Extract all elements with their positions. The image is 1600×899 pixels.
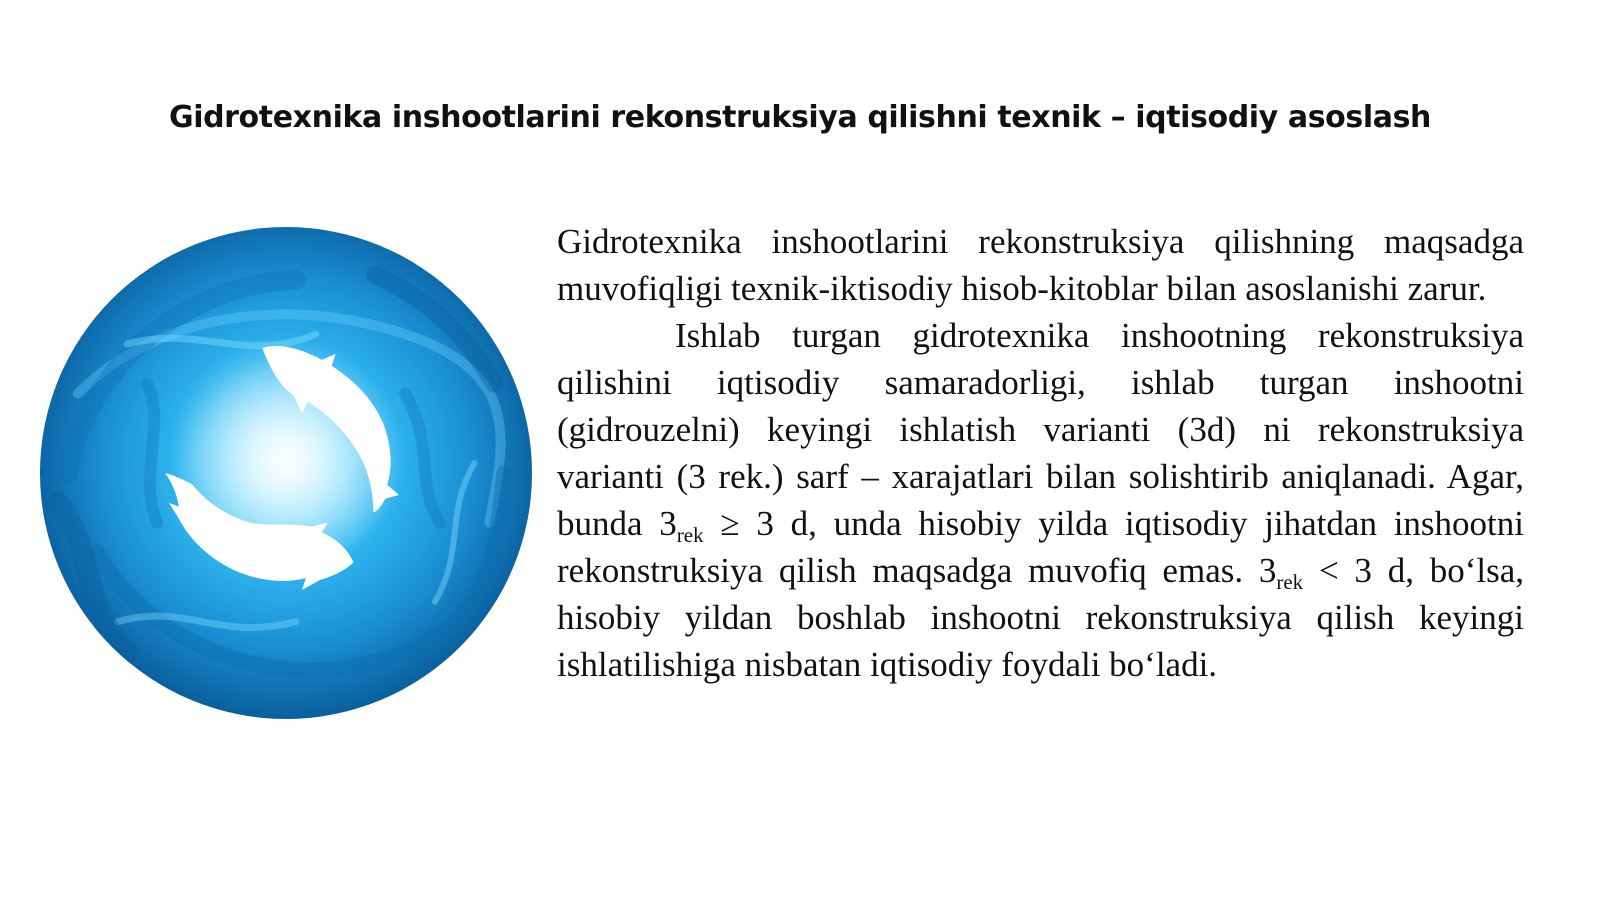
paragraph-1: Gidrotexnika inshootlarini rekonstruksiya qilishning maqsadga muvofiqligi texnik-iktisodiy hisob-kitoblar bilan asoslanishi zarur.: [557, 222, 1524, 308]
water-orb-fish-icon: [38, 225, 534, 721]
water-orb-graphic: [38, 225, 534, 721]
subscript-rek-2: rek: [1276, 570, 1304, 594]
subscript-rek-1: rek: [676, 523, 704, 547]
paragraph-2-part-1: Ishlab turgan gidrotexnika inshootning rekonstruksiya qilishini iqtisodiy samaradorligi, ishlab turgan inshootni (gidrouzelni) keyingi ishlatish varianti (3d) ni rekonstruksiya varianti (3 rek.) sarf – xarajatlari bilan solishtirib aniqlanadi. Agar, bunda 3: [557, 316, 1524, 543]
paragraph-2-part-2: ≥ 3 d, unda hisobiy yilda iqtisodiy jihatdan inshootni rekonstruksiya qilish maqsadga muvofiq emas. 3: [557, 504, 1524, 590]
slide-title: Gidrotexnika inshootlarini rekonstruksiya qilishni texnik – iqtisodiy asoslash: [168, 100, 1431, 135]
body-text: [557, 218, 1524, 688]
paragraph-2: [557, 312, 1524, 688]
paragraph-2-part-3: < 3 d, bo‘lsa, hisobiy yildan boshlab inshootni rekonstruksiya qilish keyingi ishlatilishiga nisbatan iqtisodiy foydali bo‘ladi.: [557, 551, 1524, 684]
